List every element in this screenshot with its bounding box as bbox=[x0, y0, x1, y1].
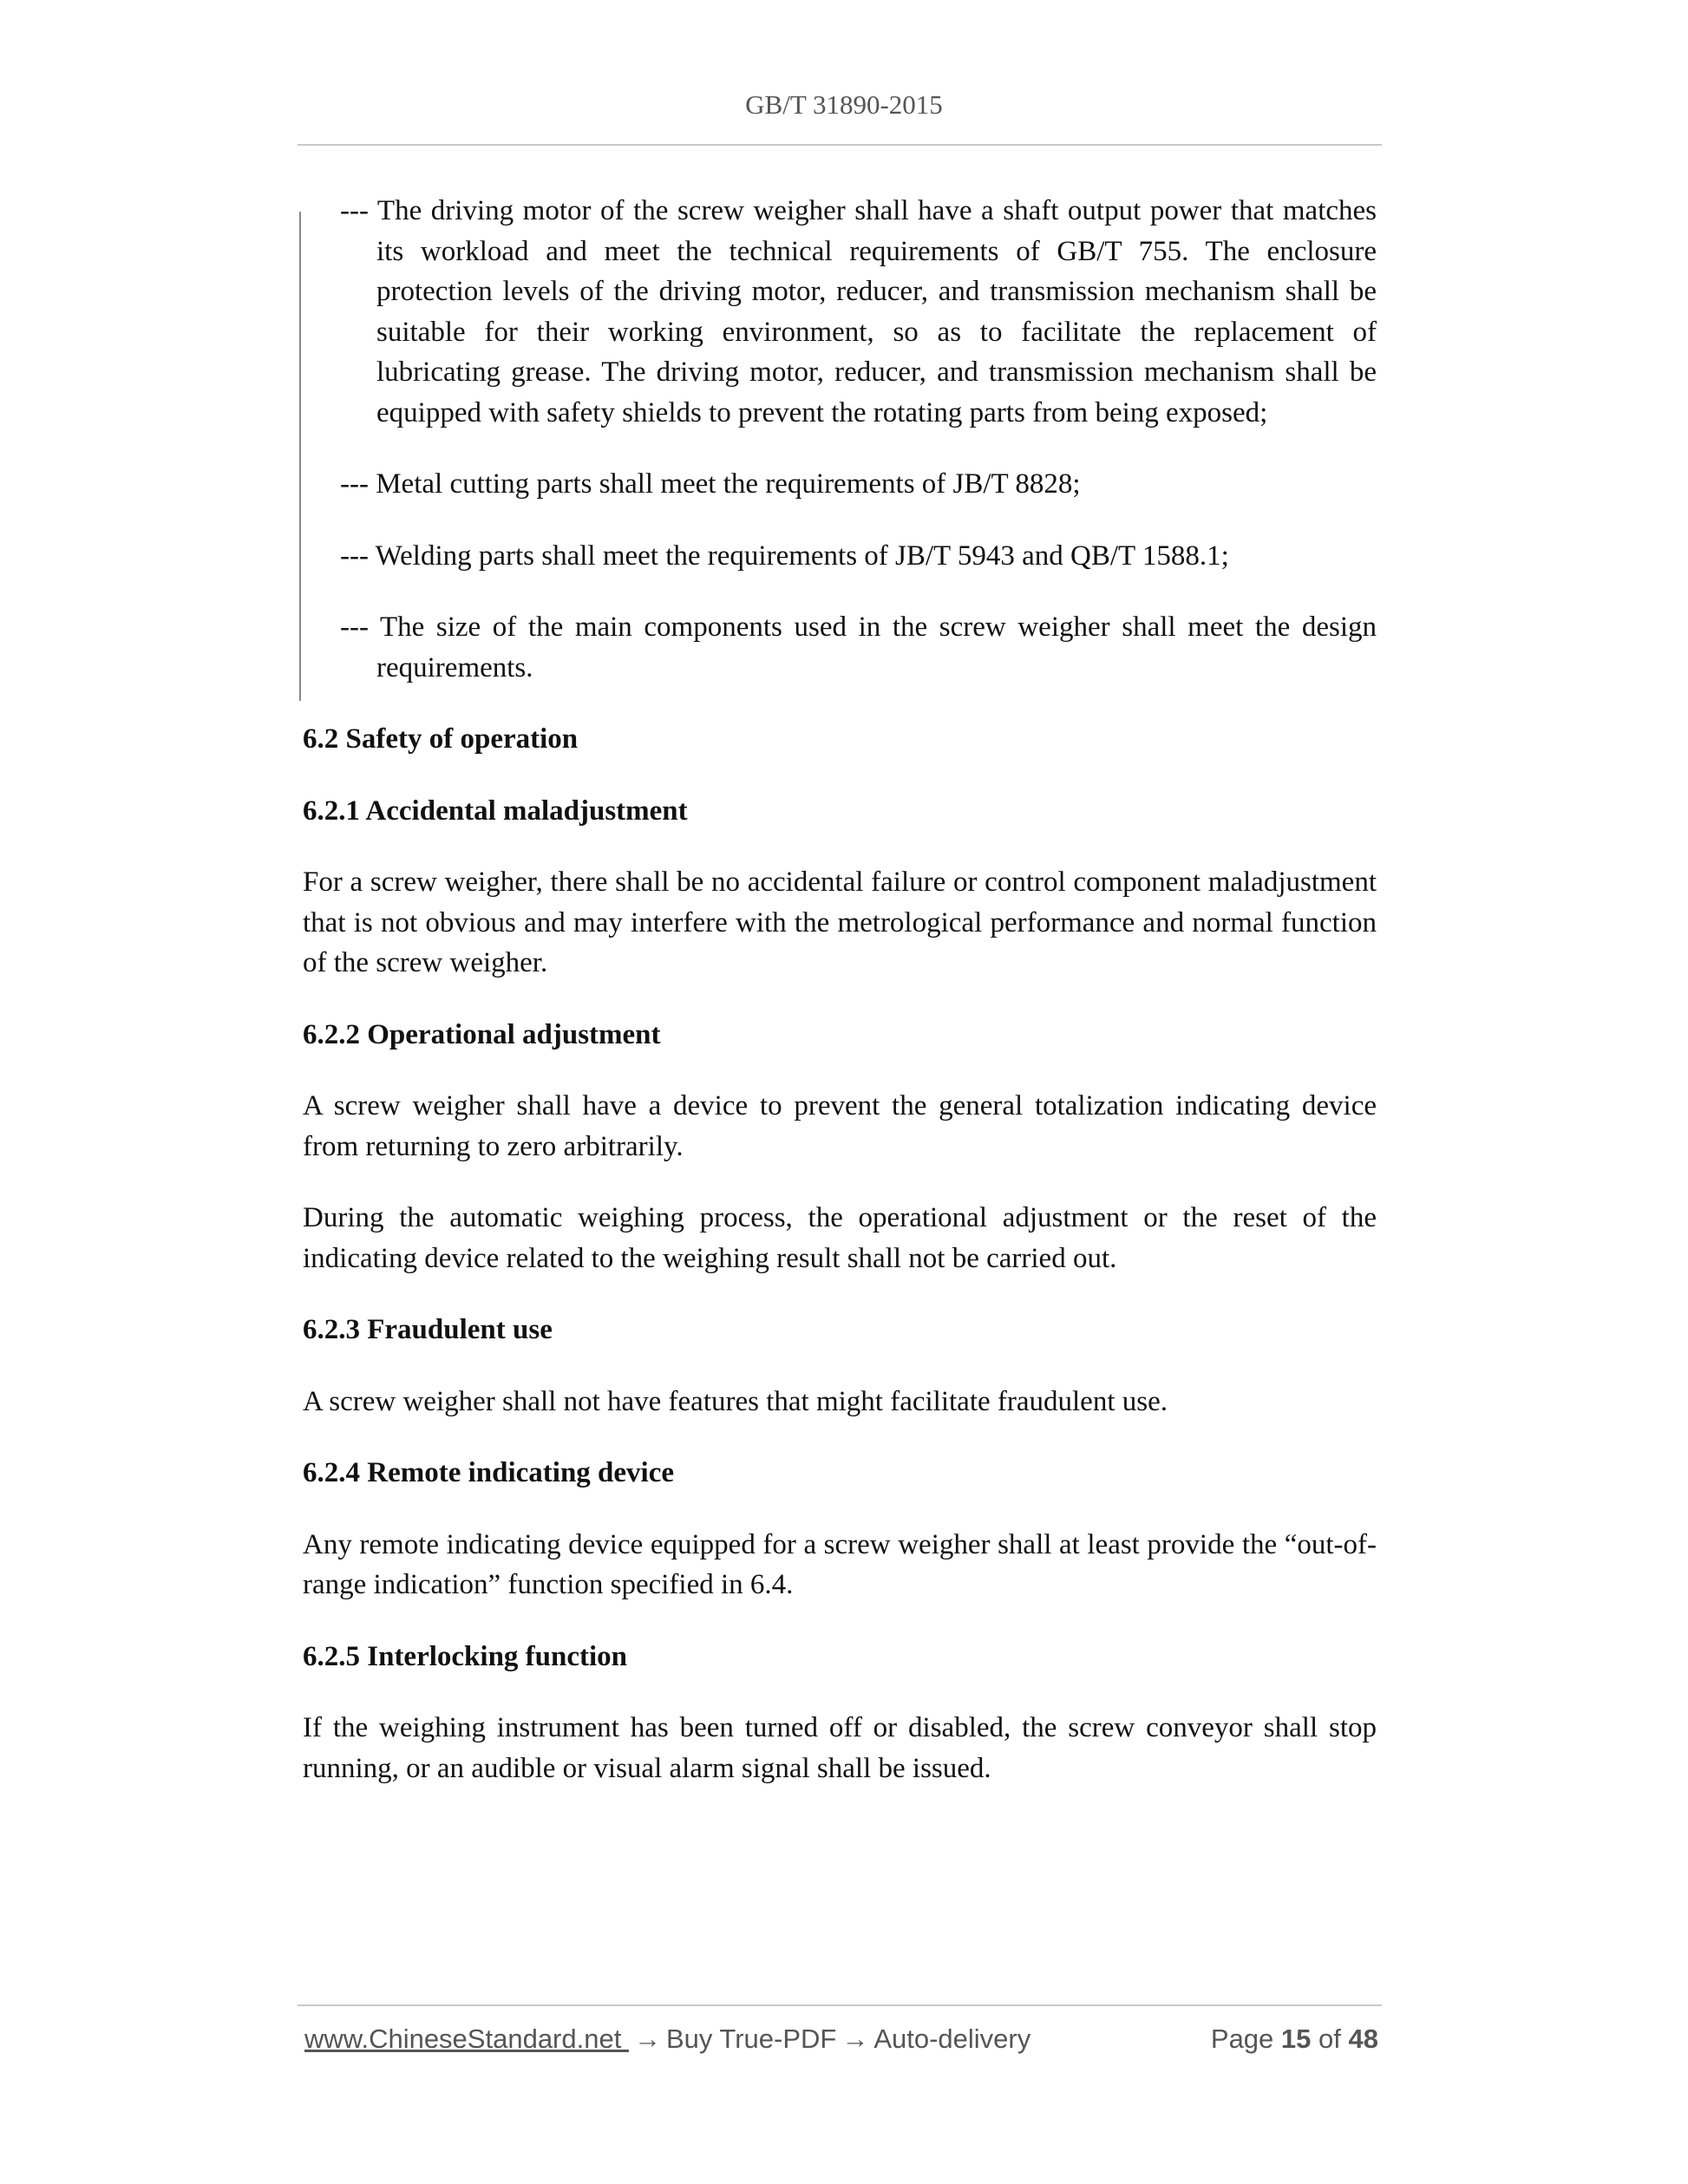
page-indicator bbox=[1211, 2024, 1378, 2055]
arrow-right-icon: → bbox=[841, 2024, 869, 2054]
section-heading-6-2: 6.2 Safety of operation bbox=[303, 723, 579, 755]
of-label: of bbox=[1318, 2024, 1341, 2054]
section-heading-6-2-1: 6.2.1 Accidental maladjustment bbox=[303, 794, 688, 827]
section-heading-6-2-4: 6.2.4 Remote indicating device bbox=[303, 1457, 675, 1488]
paragraph-6-2-5: If the weighing instrument has been turned off or disabled, the screw conveyor shall stop running, or an audible or visual alarm signal shall be issued. bbox=[303, 1712, 1377, 1784]
paragraph-6-2-3: A screw weigher shall not have features that might facilitate fraudulent use. bbox=[303, 1385, 1168, 1417]
header-divider bbox=[298, 144, 1382, 146]
current-page-number: 15 bbox=[1280, 2024, 1312, 2054]
list-item-metal-cutting: --- Metal cutting parts shall meet the requirements of JB/T 8828; bbox=[340, 468, 1081, 500]
footer-divider bbox=[298, 2004, 1382, 2006]
total-pages-number: 48 bbox=[1348, 2024, 1378, 2054]
section-heading-6-2-2: 6.2.2 Operational adjustment bbox=[303, 1018, 661, 1050]
section-heading-6-2-5: 6.2.5 Interlocking function bbox=[303, 1640, 628, 1672]
change-bar bbox=[299, 212, 301, 701]
paragraph-6-2-2-a: A screw weigher shall have a device to prevent the general totalization indicating device from returning to zero arbitrarily. bbox=[303, 1090, 1377, 1162]
section-heading-6-2-3: 6.2.3 Fraudulent use bbox=[303, 1314, 553, 1345]
paragraph-6-2-4: Any remote indicating device equipped for a screw weigher shall at least provide the “out-of-range indication” function specified in 6.4. bbox=[303, 1528, 1377, 1600]
arrow-right-icon: → bbox=[633, 2024, 661, 2054]
auto-delivery-text: Auto-delivery bbox=[873, 2024, 1031, 2054]
paragraph-6-2-2-b: During the automatic weighing process, the operational adjustment or the reset of the indicating device related to the weighing result shall not be carried out. bbox=[303, 1202, 1377, 1274]
page-label: Page bbox=[1210, 2024, 1274, 2054]
list-item-welding: --- Welding parts shall meet the requirements of JB/T 5943 and QB/T 1588.1; bbox=[340, 539, 1229, 572]
header-title: GB/T 31890-2015 bbox=[745, 89, 943, 120]
footer-left bbox=[304, 2024, 1030, 2055]
list-item-driving-motor: --- The driving motor of the screw weigher shall have a shaft output power that matches its workload and meet the technical requirements of GB/T 755. The enclosure protection levels of the driving motor, reducer, and transmission mechanism shall be suitable for their working environment, so as to facilitate the replacement of lubricating grease. The driving motor, reducer, and transmission mechanism shall be equipped with safety shields to prevent the rotating parts from being exposed; bbox=[340, 195, 1377, 428]
website-link[interactable]: www.ChineseStandard.net bbox=[304, 2024, 629, 2054]
buy-pdf-text: Buy True-PDF bbox=[665, 2024, 837, 2054]
list-item-component-size: --- The size of the main components used in the screw weigher shall meet the design requirements. bbox=[340, 611, 1377, 683]
paragraph-6-2-1: For a screw weigher, there shall be no accidental failure or control component maladjustment that is not obvious and may interfere with the metrological performance and normal function of the screw weigher. bbox=[303, 866, 1377, 978]
document-body bbox=[303, 191, 1377, 1820]
